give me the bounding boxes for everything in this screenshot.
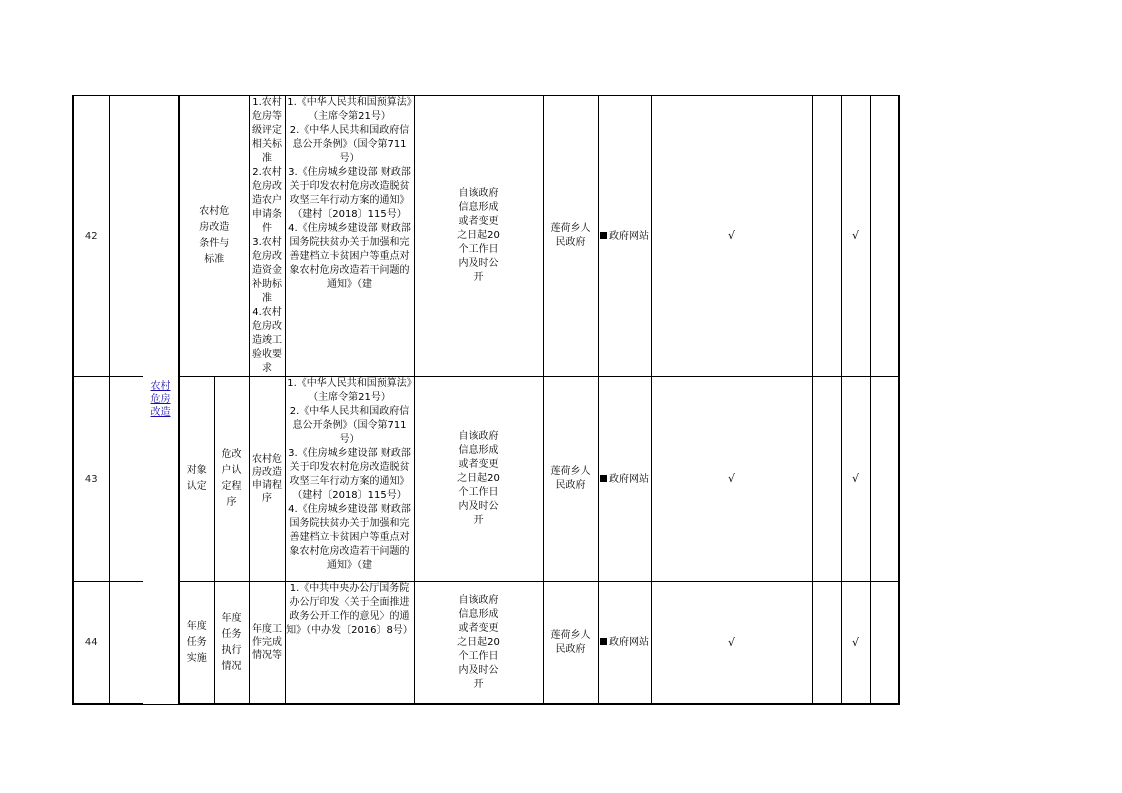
disclosure-subject: 莲荷乡人民政府	[550, 223, 591, 248]
check-cell-d	[870, 582, 899, 705]
table-row	[73, 582, 928, 705]
row-number-cell	[73, 582, 109, 705]
item-level2: 年度任务实施	[186, 620, 207, 664]
time-limit: 自该政府信息形成或者变更之日起20个工作日内及时公开	[457, 188, 500, 283]
subject-cell	[543, 582, 598, 705]
check-cell-b	[812, 377, 841, 582]
legal-basis: 1.《中华人民共和国预算法》（主席令第21号） 2.《中华人民共和国政府信息公开条例》（国令第711号） 3.《住房城乡建设部 财政部关于印发农村危房改造脱贫攻坚三年行动方案的通知》（建村〔2018〕115号） 4.《住房城乡建设部 财政部 国务院扶贫办关于加强和完善建档立卡贫困户等重点对象农村危房改造若干问题的通知》（建	[287, 378, 412, 571]
public-content: 年度工作完成情况等	[252, 624, 282, 661]
public-content: 农村危房改造申请程序	[252, 454, 282, 504]
channel-cell	[598, 377, 651, 582]
check-cell-a	[651, 96, 812, 377]
time-limit: 自该政府信息形成或者变更之日起20个工作日内及时公开	[457, 594, 500, 690]
channel-cell	[598, 96, 651, 377]
public-content: 1.农村危房等级评定相关标准 2.农村危房改造农户申请条件 3.农村危房改造资金补助标准 4.农村危房改造竣工验收要求	[252, 97, 282, 374]
black-square-icon	[600, 232, 607, 239]
disclosure-subject: 莲荷乡人民政府	[550, 466, 591, 491]
category-link[interactable]: 农村危房改造	[150, 381, 171, 419]
item-level3: 年度任务执行情况	[221, 612, 242, 672]
item-level2-cell	[179, 96, 249, 377]
table-row	[73, 96, 928, 377]
disclosure-channel: 政府网站	[609, 473, 649, 485]
check-cell-c	[841, 96, 870, 377]
check-cell-a	[651, 582, 812, 705]
check-cell-d	[870, 377, 899, 582]
empty-cell	[109, 377, 143, 582]
check-cell-a	[651, 377, 812, 582]
subject-cell	[543, 377, 598, 582]
disclosure-channel: 政府网站	[609, 230, 649, 242]
legal-basis: 1.《中华人民共和国预算法》（主席令第21号） 2.《中华人民共和国政府信息公开条例》（国令第711号） 3.《住房城乡建设部 财政部关于印发农村危房改造脱贫攻坚三年行动方案的通知》（建村〔2018〕115号） 4.《住房城乡建设部 财政部 国务院扶贫办关于加强和完善建档立卡贫困户等重点对象农村危房改造若干问题的通知》（建	[287, 97, 412, 290]
item-level3-cell	[214, 582, 249, 705]
black-square-icon	[600, 638, 607, 645]
channel-cell	[598, 582, 651, 705]
basis-cell	[285, 96, 414, 377]
subject-cell	[543, 96, 598, 377]
row-number-cell	[73, 96, 109, 377]
black-square-icon	[600, 475, 607, 482]
basis-cell	[285, 377, 414, 582]
content-cell	[249, 582, 285, 705]
content-cell	[249, 96, 285, 377]
check-mark-icon: √	[727, 635, 735, 649]
disclosure-table	[72, 95, 929, 705]
item-level3-cell	[214, 377, 249, 582]
content-cell	[249, 377, 285, 582]
time-limit-cell	[414, 96, 543, 377]
check-mark-icon: √	[851, 472, 859, 485]
item-level3: 危改户认定程序	[221, 449, 242, 508]
category-cell	[143, 96, 179, 705]
legal-basis: 1.《中共中央办公厅国务院办公厅印发〈关于全面推进政务公开工作的意见〉的通知》（中办发〔2016〕8号）	[286, 583, 413, 636]
item-level2-cell	[179, 582, 214, 705]
check-cell-c	[841, 582, 870, 705]
row-number: 42	[84, 230, 98, 242]
row-number-cell	[73, 377, 109, 582]
time-limit-cell	[414, 582, 543, 705]
check-mark-icon: √	[727, 229, 735, 242]
check-cell-c	[841, 377, 870, 582]
time-limit-cell	[414, 377, 543, 582]
check-mark-icon: √	[851, 229, 859, 242]
basis-cell	[285, 582, 414, 705]
item-level2-cell	[179, 377, 214, 582]
table-row	[73, 377, 928, 582]
check-mark-icon: √	[851, 635, 859, 649]
check-cell-b	[812, 96, 841, 377]
row-number: 44	[84, 637, 98, 648]
item-level2: 对象认定	[186, 465, 207, 492]
empty-cell	[109, 582, 143, 705]
check-cell-b	[812, 582, 841, 705]
empty-cell	[109, 96, 143, 377]
time-limit: 自该政府信息形成或者变更之日起20个工作日内及时公开	[457, 431, 500, 526]
check-mark-icon: √	[727, 472, 735, 485]
row-number: 43	[84, 473, 98, 485]
disclosure-subject: 莲荷乡人民政府	[550, 629, 591, 655]
disclosure-channel: 政府网站	[609, 637, 649, 648]
item-level2: 农村危房改造条件与标准	[199, 206, 230, 265]
check-cell-d	[870, 96, 899, 377]
